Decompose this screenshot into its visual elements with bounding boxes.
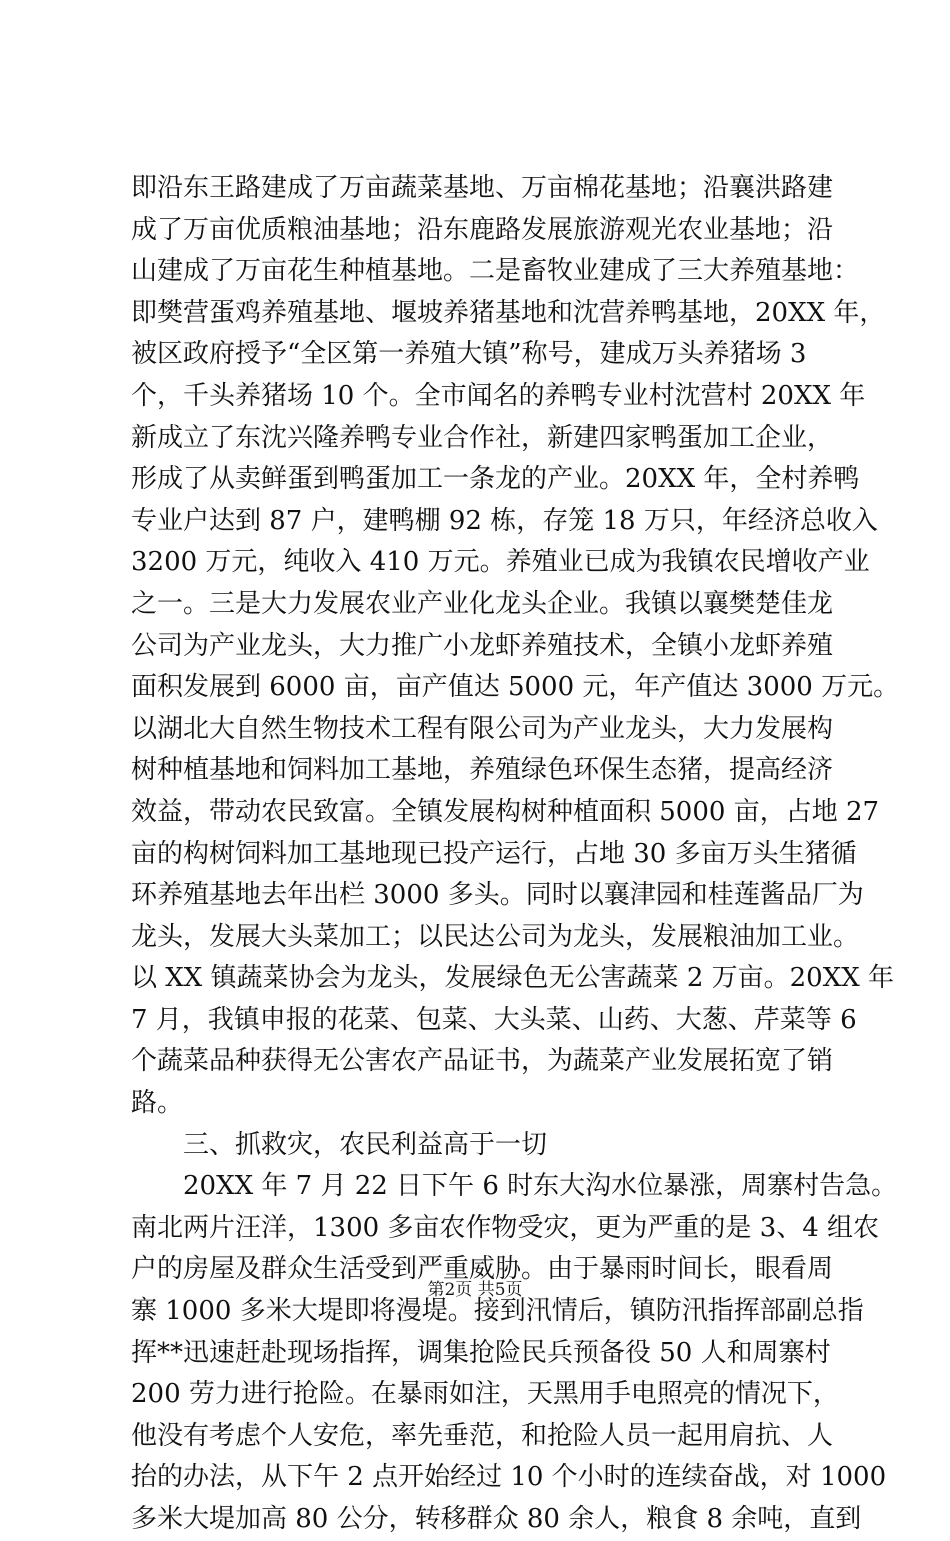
text-line: 龙头，发展大头菜加工；以民达公司为龙头，发展粮油加工业。 — [131, 921, 860, 952]
text-line: 户的房屋及群众生活受到严重威胁。由于暴雨时间长，眼看周 — [131, 1254, 834, 1285]
text-line: 个蔬菜品种获得无公害农产品证书，为蔬菜产业发展拓宽了销 — [131, 1046, 834, 1077]
text-line: 3200 万元，纯收入 410 万元。养殖业已成为我镇农民增收产业 — [131, 547, 870, 578]
text-line: 成了万亩优质粮油基地；沿东鹿路发展旅游观光农业基地；沿 — [131, 214, 834, 245]
text-line: 以 XX 镇蔬菜协会为龙头，发展绿色无公害蔬菜 2 万亩。20XX 年 — [131, 963, 894, 994]
text-line: 专业户达到 87 户，建鸭棚 92 栋，存笼 18 万只，年经济总收入 — [131, 505, 878, 536]
text-line: 山建成了万亩花生种植基地。二是畜牧业建成了三大养殖基地： — [131, 256, 860, 287]
text-line: 公司为产业龙头，大力推广小龙虾养殖技术，全镇小龙虾养殖 — [131, 630, 834, 661]
text-line: 即樊营蛋鸡养殖基地、堰坡养猪基地和沈营养鸭基地，20XX 年， — [131, 297, 886, 328]
text-line: 以湖北大自然生物技术工程有限公司为产业龙头，大力发展构 — [131, 713, 834, 744]
text-line: 形成了从卖鲜蛋到鸭蛋加工一条龙的产业。20XX 年，全村养鸭 — [131, 464, 860, 495]
text-line: 面积发展到 6000 亩，亩产值达 5000 元，年产值达 3000 万元。 — [131, 672, 900, 703]
text-line: 7 月，我镇申报的花菜、包菜、大头菜、山药、大葱、芹菜等 6 — [131, 1004, 857, 1035]
text-line: 环养殖基地去年出栏 3000 多头。同时以襄津园和桂莲酱品厂为 — [131, 880, 864, 911]
text-line: 即沿东王路建成了万亩蔬菜基地、万亩棉花基地；沿襄洪路建 — [131, 173, 834, 203]
text-line: 他没有考虑个人安危，率先垂范，和抢险人员一起用肩抗、人 — [131, 1420, 834, 1451]
text-line: 路。 — [131, 1088, 184, 1119]
text-line: 200 劳力进行抢险。在暴雨如注，天黑用手电照亮的情况下， — [131, 1379, 839, 1410]
text-line: 个，千头养猪场 10 个。全市闻名的养鸭专业村沈营村 20XX 年 — [131, 380, 866, 411]
text-line: 树种植基地和饲料加工基地，养殖绿色环保生态猪，提高经济 — [131, 755, 834, 786]
text-line: 南北两片汪洋，1300 多亩农作物受灾，更为严重的是 3、4 组农 — [131, 1212, 880, 1243]
text-line: 挥**迅速赶赴现场指挥，调集抢险民兵预备役 50 人和周寨村 — [131, 1337, 831, 1368]
text-line: 寨 1000 多米大堤即将漫堤。接到汛情后，镇防汛指挥部副总指 — [131, 1296, 864, 1327]
section-heading: 三、抓救灾，农民利益高于一切 — [131, 1129, 548, 1160]
document-body — [131, 168, 900, 1541]
text-line: 被区政府授予“全区第一养殖大镇”称号，建成万头养猪场 3 — [131, 339, 807, 370]
text-line: 亩的构树饲料加工基地现已投产运行，占地 30 多亩万头生猪循 — [131, 838, 857, 869]
page-footer: 第2页 共5页 — [427, 1280, 523, 1300]
text-line: 之一。三是大力发展农业产业化龙头企业。我镇以襄樊楚佳龙 — [131, 588, 834, 619]
text-line: 多米大堤加高 80 公分，转移群众 80 余人，粮食 8 余吨，直到 — [131, 1504, 862, 1534]
text-line: 20XX 年 7 月 22 日下午 6 时东大沟水位暴涨，周寨村告急。 — [131, 1171, 898, 1202]
text-line: 新成立了东沈兴隆养鸭专业合作社，新建四家鸭蛋加工企业， — [131, 422, 834, 453]
text-line: 抬的办法，从下午 2 点开始经过 10 个小时的连续奋战，对 1000 — [131, 1462, 887, 1493]
text-line: 效益，带动农民致富。全镇发展构树种植面积 5000 亩，占地 27 — [131, 796, 880, 827]
